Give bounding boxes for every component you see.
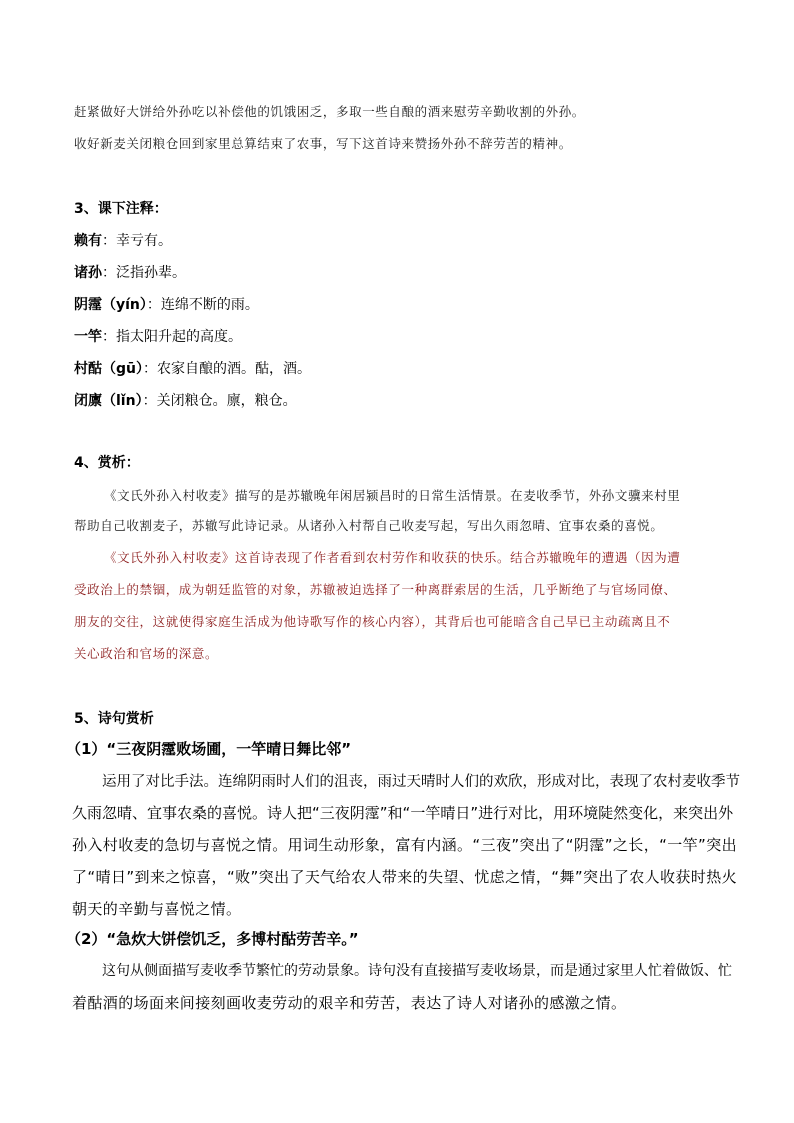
- verse-1-analysis-line: 朝天的辛勤与喜悦之情。: [72, 900, 242, 918]
- note-definition: ：连绵不断的雨。: [146, 297, 259, 313]
- appreciation-para-2-line: 关心政治和官场的深意。: [74, 646, 219, 661]
- note-term: 村酤（gū）: [74, 361, 143, 377]
- note-item: [74, 358, 311, 378]
- verse-1-analysis-line: 孙入村收麦的急切与喜悦之情。用词生动形象，富有内涵。“三夜”突出了“阴霪”之长，“一竿”突出: [72, 836, 738, 854]
- note-definition: ：泛指孙辈。: [102, 265, 186, 281]
- note-item: [74, 294, 259, 314]
- note-item: [74, 262, 186, 282]
- section-5-heading: 5、诗句赏析: [74, 711, 154, 727]
- note-definition: ：关闭粮仓。廪，粮仓。: [142, 393, 297, 409]
- note-definition: ：幸亏有。: [102, 233, 172, 249]
- verse-2-title: （2）“急炊大饼偿饥乏，多博村酤劳苦辛。”: [66, 930, 359, 948]
- note-term: 一竿: [74, 329, 102, 345]
- note-definition: ：指太阳升起的高度。: [102, 329, 242, 345]
- appreciation-para-2-line: 受政治上的禁锢，成为朝廷监管的对象，苏辙被迫选择了一种离群索居的生活，几乎断绝了与官场同僚、: [74, 582, 677, 597]
- note-term: 闭廪（lǐn）: [74, 393, 143, 409]
- note-term: 诸孙: [74, 265, 102, 281]
- appreciation-para-1-line: 《文氏外孙入村收麦》描写的是苏辙晚年闲居颍昌时的日常生活情景。在麦收季节，外孙文骥来村里: [104, 488, 681, 503]
- appreciation-para-2-line: 朋友的交往，这就使得家庭生活成为他诗歌写作的核心内容），其背后也可能暗含自己早已主动疏离且不: [74, 614, 671, 629]
- appreciation-para-1-line: 帮助自己收割麦子，苏辙写此诗记录。从诸孙入村帮自己收麦写起，写出久雨忽晴、宜事农桑的喜悦。: [74, 518, 664, 533]
- section-3-heading: 3、课下注释：: [74, 201, 168, 217]
- verse-1-analysis-line: 运用了对比手法。连绵阴雨时人们的沮丧，雨过天晴时人们的欢欣，形成对比，表现了农村麦收季节: [102, 774, 740, 790]
- note-term: 阴霪（yín）: [74, 297, 147, 313]
- verse-2-analysis-line: 着酤酒的场面来间接刻画收麦劳动的艰辛和劳苦，表达了诗人对诸孙的感激之情。: [72, 994, 627, 1012]
- appreciation-para-2-line: 《文氏外孙入村收麦》这首诗表现了作者看到农村劳作和收获的快乐。结合苏辙晚年的遭遇（因为遭: [104, 550, 681, 565]
- verse-1-analysis-line: 了“晴日”到来之惊喜，“败”突出了天气给农人带来的失望、忧虑之情，“舞”突出了农人收获时热火: [72, 868, 738, 886]
- note-definition: ：农家自酿的酒。酤，酒。: [143, 361, 311, 377]
- intro-line-2: 收好新麦关闭粮仓回到家里总算结束了农事，写下这首诗来赞扬外孙不辞劳苦的精神。: [74, 136, 572, 151]
- verse-1-title: （1）“三夜阴霪败场圃，一竿晴日舞比邻”: [66, 740, 352, 758]
- section-4-heading: 4、赏析：: [74, 455, 140, 471]
- verse-2-analysis-line: 这句从侧面描写麦收季节繁忙的劳动景象。诗句没有直接描写麦收场景，而是通过家里人忙着做饭、忙: [102, 963, 732, 979]
- verse-1-analysis-line: 久雨忽晴、宜事农桑的喜悦。诗人把“三夜阴霪”和“一竿晴日”进行对比，用环境陡然变化，来突出外: [72, 804, 734, 822]
- note-item: [74, 326, 242, 346]
- intro-line-1: 赶紧做好大饼给外孙吃以补偿他的饥饿困乏，多取一些自酿的酒来慰劳辛勤收割的外孙。: [74, 104, 585, 119]
- note-item: [74, 230, 172, 250]
- note-item: [74, 390, 297, 410]
- note-term: 赖有: [74, 233, 102, 249]
